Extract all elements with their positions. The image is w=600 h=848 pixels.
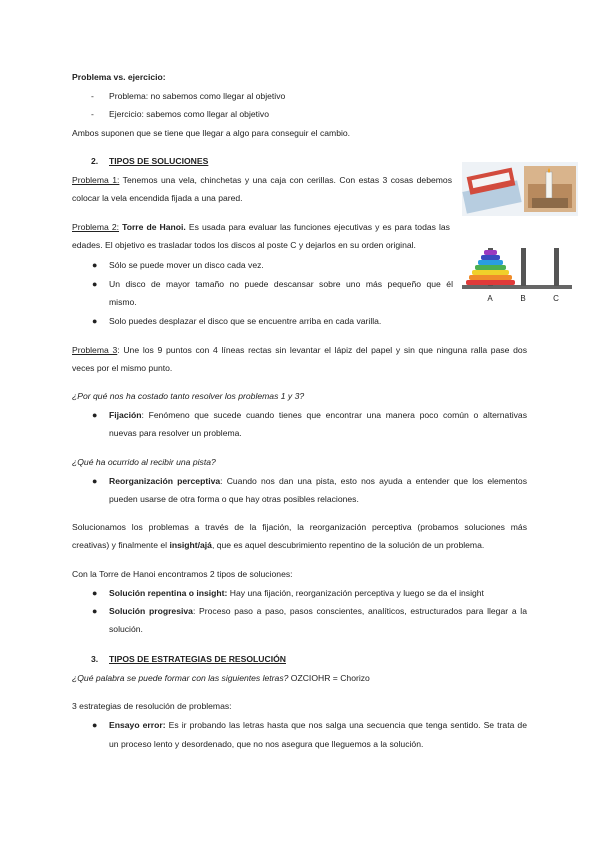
summary-text: , que es aquel descubrimiento repentino de la solución de un problema. [211,540,485,550]
reorganization-text: : Cuando nos dan una pista, esto nos ayuda a entender que los elementos [220,476,527,486]
problem-2-line [72,223,450,233]
question-answer: OZCIOHR = Chorizo [288,673,370,683]
intro-heading: Problema vs. ejercicio: [72,72,166,82]
candle-problem-illustration [462,162,578,216]
rule-item: Sólo se puede mover un disco cada vez. [109,260,264,270]
bullet-marker: ● [92,279,98,289]
bullet-marker: ● [92,588,98,598]
problem-2-line2: edades. El objetivo es trasladar todos los discos al poste C y dejarlos en su orden original. [72,240,416,250]
summary-line: Solucionamos los problemas a través de la fijación, la reorganización perceptiva (probamos soluciones más [72,522,527,532]
bullet-marker: ● [92,606,98,616]
problem-3-label: Problema 3 [72,345,118,355]
solution-2 [109,607,527,617]
problem-3-line2: veces por el mismo punto. [72,363,173,373]
reorganization-line2: pueden usarse de otra forma o que hay otras posibles relaciones. [109,494,359,504]
insight-term: insight/ajá [169,540,212,550]
section-3-question [72,674,370,684]
problem-1-label: Problema 1: [72,175,120,185]
list-item: Ejercicio: sabemos como llegar al objetivo [109,109,270,119]
strategy-1 [109,721,527,731]
fixation-line [109,411,527,421]
section-title: TIPOS DE SOLUCIONES [109,156,209,166]
strategy-1-line2: un proceso lento y desordenado, que no nos asegura que lleguemos a la solución. [109,739,424,749]
list-item: Problema: no sabemos como llegar al objetivo [109,91,286,101]
rule-item: Un disco de mayor tamaño no puede descansar sobre uno más pequeño que él [109,279,453,289]
problem-2-title: Torre de Hanoi. [122,222,186,232]
intro-summary: Ambos suponen que se tiene que llegar a algo para conseguir el cambio. [72,128,351,138]
bullet-marker: ● [92,720,98,730]
fixation-line2: nuevas para resolver un problema. [109,428,242,438]
summary-text: creativas) y finalmente el [72,540,170,550]
peg-label: A [487,294,493,303]
reorganization-term: Reorganización perceptiva [109,476,221,486]
rule-item-continued: mismo. [109,297,137,307]
strategies-intro: 3 estrategias de resolución de problemas: [72,701,232,711]
summary-line2 [72,541,484,551]
bullet-marker: ● [92,316,98,326]
section-title: TIPOS DE ESTRATEGIAS DE RESOLUCIÓN [109,654,286,664]
question: ¿Por qué nos ha costado tanto resolver los problemas 1 y 3? [72,391,305,401]
section-number: 2. [91,156,99,166]
rule-item: Solo puedes desplazar el disco que se encuentre arriba en cada varilla. [109,316,382,326]
strategy-1-term: Ensayo error: [109,720,166,730]
problem-1-text: Tenemos una vela, chinchetas y una caja con cerillas. Con estas 3 cosas debemos [119,175,452,185]
solution-2-line2: solución. [109,624,143,634]
dash-marker: - [91,91,94,101]
reorganization-line [109,477,527,487]
problem-3-text: : Une los 9 puntos con 4 líneas rectas sin levantar el lápiz del papel y sin que ninguna ralla pase dos [117,345,527,355]
question-italic: ¿Qué palabra se puede formar con las siguientes letras? [72,673,289,683]
problem-3-line [72,346,527,356]
solution-2-text: : Proceso paso a paso, pasos conscientes, analíticos, estructurados para llegar a la [192,606,527,616]
strategy-1-text: Es ir probando las letras hasta que nos salga una secuencia que tenga sentido. Se trata de [165,720,527,730]
problem-1-line [72,176,452,186]
solution-1 [109,589,484,599]
solution-2-term: Solución progresiva [109,606,193,616]
tower-of-hanoi-illustration [462,244,578,306]
peg-label: B [520,294,526,303]
fixation-term: Fijación [109,410,142,420]
section-number: 3. [91,654,99,664]
question: ¿Qué ha ocurrido al recibir una pista? [72,457,216,467]
problem-2-label: Problema 2: [72,222,120,232]
peg-label: C [553,294,559,303]
problem-1-line2: colocar la vela encendida fijada a una pared. [72,193,243,203]
solution-1-text: Hay una fijación, reorganización perceptiva y luego se da el insight [227,588,484,598]
hanoi-intro: Con la Torre de Hanoi encontramos 2 tipos de soluciones: [72,569,293,579]
problem-2-text: Es usada para evaluar las funciones ejecutivas y es para todas las [185,222,450,232]
bullet-marker: ● [92,260,98,270]
bullet-marker: ● [92,410,98,420]
fixation-text: : Fenómeno que sucede cuando tienes que encontrar una manera poco común o alternativas [141,410,527,420]
solution-1-term: Solución repentina o insight: [109,588,228,598]
bullet-marker: ● [92,476,98,486]
dash-marker: - [91,109,94,119]
